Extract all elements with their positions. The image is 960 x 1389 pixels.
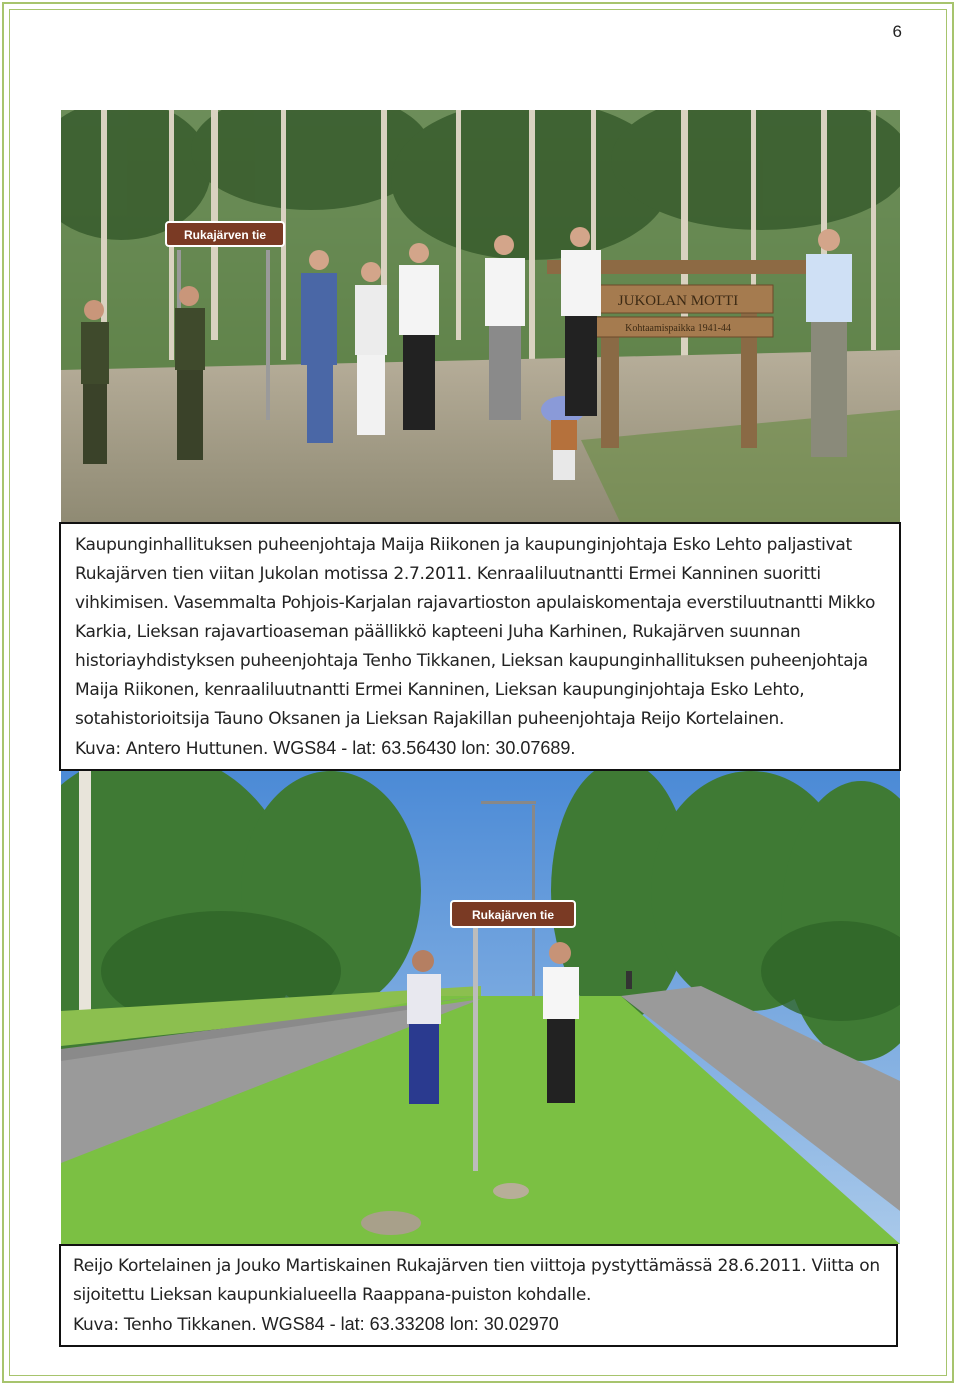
caption-1-text: Kaupunginhallituksen puheenjohtaja Maija Riikonen ja kaupunginjohtaja Esko Lehto paljastivat Rukajärven tien viitan Jukolan motissa 2.7.2011. Kenraaliluutnantti Ermei Kanninen suoritti vihkimisen. Vasemmalta Pohjois-Karjalan rajavartioston apulaiskomentaja everstiluutnantti Mikko Karkia, Lieksan rajavartioaseman päällikkö kapteeni Juha Karhinen, Rukajärven suunnan historiayhdistyksen puheenjohtaja Tenho Tikkanen, Lieksan kaupunginhallituksen puheenjohtaja Maija Riikonen, kenraaliluutnantti Ermei Kanninen, Lieksan kaupunginjohtaja Esko Lehto, sotahistorioitsija Tauno Oksanen ja Lieksan Rajakillan puheenjohtaja Reijo Kortelainen. <box>75 535 876 729</box>
page-number: 6 <box>892 22 902 41</box>
sign-rukajarven-tie-2: Rukajärven tie <box>471 908 555 922</box>
caption-2-coordinates: WGS84 - lat: 63.33208 lon: 30.02970 <box>261 1314 559 1334</box>
plaque-subtitle: Kohtaamispaikka 1941-44 <box>625 323 731 334</box>
caption-box-2 <box>59 1244 898 1347</box>
caption-1-credit: Kuva: Antero Huttunen. <box>75 739 269 759</box>
plaque-title: JUKOLAN MOTTI <box>617 293 739 309</box>
caption-2-text: Reijo Kortelainen ja Jouko Martiskainen Rukajärven tien viittoja pystyttämässä 28.6.2011. Viitta on sijoitettu Lieksan kaupunkialueella Raappana-puiston kohdalle. <box>73 1256 880 1305</box>
caption-2-credit: Kuva: Tenho Tikkanen. <box>73 1315 257 1335</box>
photo-sign-installation <box>61 771 900 1244</box>
caption-box-1 <box>59 522 901 771</box>
caption-1-coordinates: WGS84 - lat: 63.56430 lon: 30.07689. <box>273 738 576 758</box>
sign-rukajarven-tie: Rukajärven tie <box>183 228 267 242</box>
photo-sign-unveiling <box>61 110 900 524</box>
